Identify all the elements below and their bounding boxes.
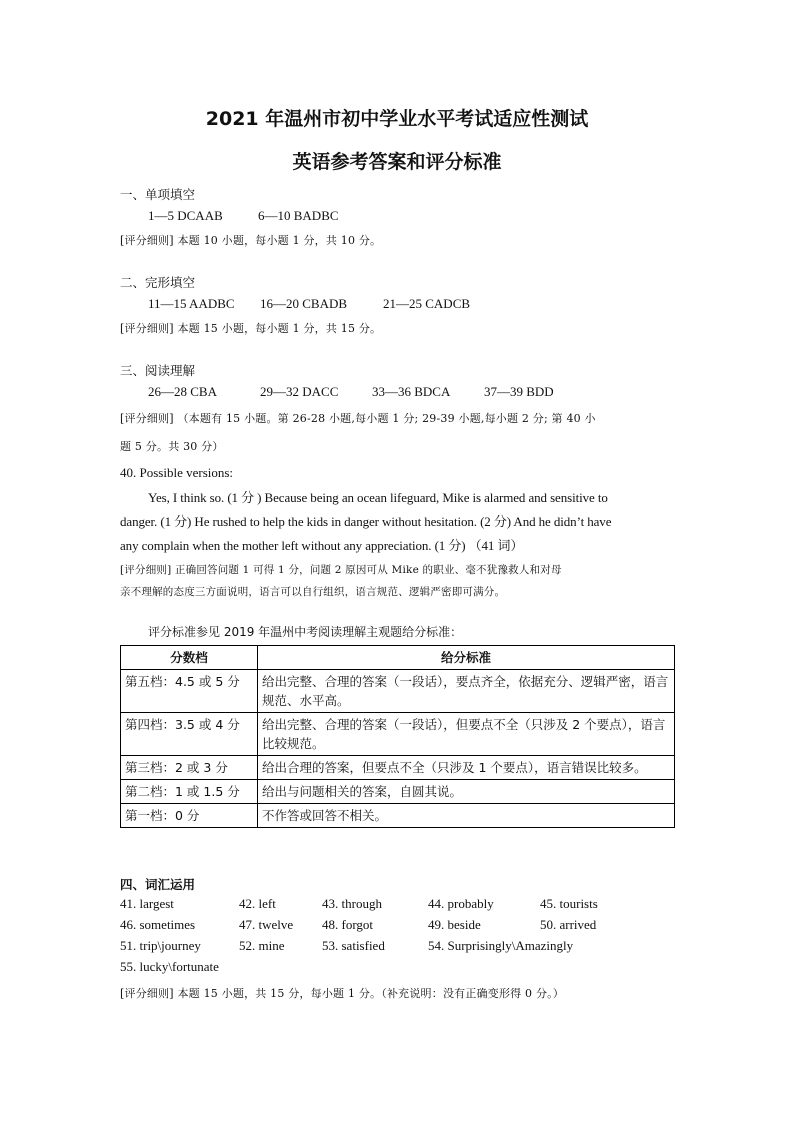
vocab-answer: 45. tourists — [540, 896, 598, 911]
table-cell-desc: 不作答或回答不相关。 — [258, 804, 675, 828]
answer-group: 21—25 CADCB — [383, 296, 471, 311]
table-cell-desc: 给出与问题相关的答案，自圆其说。 — [258, 780, 675, 804]
table-row — [121, 756, 675, 780]
table-header: 分数档 — [121, 646, 258, 670]
vocab-answer: 51. trip\journey — [120, 938, 201, 953]
vocab-answer: 54. Surprisingly\Amazingly — [428, 938, 574, 953]
page-title: 2021 年温州市初中学业水平考试适应性测试 — [205, 108, 589, 130]
table-cell-level: 第二档：1 或 1.5 分 — [121, 780, 258, 804]
answer-group: 37—39 BDD — [484, 384, 554, 399]
vocab-answer: 46. sometimes — [120, 917, 196, 932]
q40-label: 40. Possible versions: — [120, 465, 234, 480]
table-row — [121, 780, 675, 804]
grading-table — [120, 645, 675, 828]
q40-note-line: [评分细则] 正确回答问题 1 可得 1 分，问题 2 原因可从 Mike 的职业、毫不犹豫救人和对母 — [120, 564, 562, 576]
table-cell-level: 第五档：4.5 或 5 分 — [121, 670, 258, 713]
table-cell-desc: 给出完整、合理的答案（一段话），要点齐全，依据充分、逻辑严密，语言规范、水平高。 — [258, 670, 675, 713]
answer-group: 16—20 CBADB — [260, 296, 348, 311]
section-2-heading: 二、完形填空 — [120, 275, 196, 290]
table-cell-level: 第一档：0 分 — [121, 804, 258, 828]
table-row — [121, 670, 675, 713]
q40-answer-line: any complain when the mother left without any appreciation. (1 分) （41 词） — [120, 538, 524, 553]
answer-group: 1—5 DCAAB — [148, 208, 223, 223]
section-1-heading: 一、单项填空 — [120, 187, 196, 202]
answer-group: 6—10 BADBC — [258, 208, 339, 223]
section-3-note-line: 题 5 分。共 30 分） — [120, 440, 224, 453]
vocab-answer: 55. lucky\fortunate — [120, 959, 219, 974]
vocab-answer: 48. forgot — [322, 917, 374, 932]
table-row — [121, 713, 675, 756]
answer-group: 26—28 CBA — [148, 384, 217, 399]
answer-group: 29—32 DACC — [260, 384, 339, 399]
table-header: 给分标准 — [258, 646, 675, 670]
table-row — [121, 804, 675, 828]
vocab-answer: 43. through — [322, 896, 382, 911]
section-3-note-line: [评分细则] （本题有 15 小题。第 26-28 小题,每小题 1 分; 29-39 小题,每小题 2 分; 第 40 小 — [120, 412, 596, 425]
section-4-note: [评分细则] 本题 15 小题，共 15 分，每小题 1 分。（补充说明：没有正确变形得 0 分。） — [120, 987, 565, 1000]
vocab-answer: 53. satisfied — [322, 938, 385, 953]
q40-note-line: 亲不理解的态度三方面说明，语言可以自行组织，语言规范、逻辑严密即可满分。 — [120, 586, 506, 598]
vocab-answer: 49. beside — [428, 917, 481, 932]
section-1-note: [评分细则] 本题 10 小题，每小题 1 分，共 10 分。 — [120, 234, 382, 247]
vocab-answer: 52. mine — [239, 938, 285, 953]
table-cell-desc: 给出合理的答案，但要点不全（只涉及 1 个要点），语言错误比较多。 — [258, 756, 675, 780]
vocab-answer: 41. largest — [120, 896, 174, 911]
vocab-answer: 44. probably — [428, 896, 494, 911]
q40-answer-line: danger. (1 分) He rushed to help the kids in danger without hesitation. (2 分) And he didn’t have — [120, 514, 612, 529]
vocab-answer: 42. left — [239, 896, 276, 911]
section-4-heading: 四、词汇运用 — [120, 877, 196, 892]
answer-group: 11—15 AADBC — [148, 296, 235, 311]
table-cell-desc: 给出完整、合理的答案（一段话），但要点不全（只涉及 2 个要点），语言比较规范。 — [258, 713, 675, 756]
page-subtitle: 英语参考答案和评分标准 — [292, 151, 502, 173]
table-header-row — [121, 646, 675, 670]
q40-answer-line: Yes, I think so. (1 分 ) Because being an ocean lifeguard, Mike is alarmed and sensitive to — [148, 490, 608, 505]
table-cell-level: 第四档：3.5 或 4 分 — [121, 713, 258, 756]
vocab-answer: 47. twelve — [239, 917, 294, 932]
table-caption: 评分标准参见 2019 年温州中考阅读理解主观题给分标准： — [148, 625, 463, 639]
section-2-note: [评分细则] 本题 15 小题，每小题 1 分，共 15 分。 — [120, 322, 382, 335]
section-3-heading: 三、阅读理解 — [120, 363, 196, 378]
vocab-answer: 50. arrived — [540, 917, 597, 932]
table-cell-level: 第三档：2 或 3 分 — [121, 756, 258, 780]
answer-group: 33—36 BDCA — [372, 384, 451, 399]
